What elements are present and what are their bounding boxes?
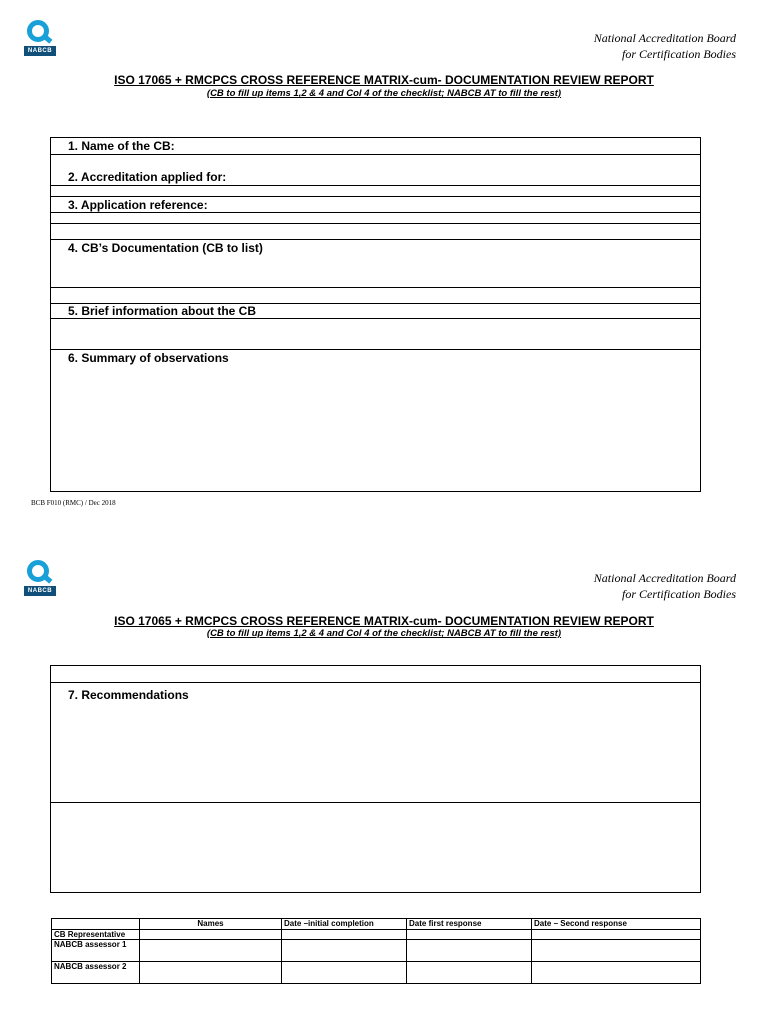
signoff-header-names: Names: [140, 919, 282, 930]
signoff-header-row: [52, 919, 701, 930]
signoff-cell[interactable]: [140, 940, 282, 962]
documentation-label: 4. CB’s Documentation (CB to list): [68, 241, 263, 255]
nabcb-logo: [24, 20, 58, 58]
signoff-header-second: Date – Second response: [532, 919, 701, 930]
form-row-documentation: [51, 239, 700, 288]
org-name-line2: for Certification Bodies: [622, 47, 736, 61]
org-name: [594, 30, 736, 62]
signoff-cell[interactable]: [407, 940, 532, 962]
signoff-cell[interactable]: [282, 940, 407, 962]
org-name-line1: National Accreditation Board: [593, 31, 736, 45]
form-code: BCB F010 (RMC) / Dec 2018: [31, 499, 116, 507]
form-row-blank: [51, 287, 700, 304]
logo-badge-text: NABCB: [24, 46, 56, 56]
signoff-role: NABCB assessor 2: [52, 962, 140, 984]
form-row-blank: [51, 318, 700, 350]
signoff-table: [51, 918, 701, 984]
signoff-cell[interactable]: [532, 930, 701, 940]
review-form-page2: [50, 665, 701, 893]
org-name-line2: for Certification Bodies: [622, 587, 736, 601]
recommendations-label: 7. Recommendations: [68, 688, 189, 702]
form-row-recommendations: [51, 682, 700, 803]
application-ref-label: 3. Application reference:: [68, 198, 208, 212]
form-row-cb-name: [51, 138, 700, 154]
signoff-row: [52, 940, 701, 962]
review-form-page1: [50, 137, 701, 492]
form-row-blank: [51, 666, 700, 682]
form-row-blank: [51, 802, 700, 893]
signoff-role: NABCB assessor 1: [52, 940, 140, 962]
report-subtitle: (CB to fill up items 1,2 & 4 and Col 4 of the checklist; NABCB AT to fill the rest): [206, 628, 562, 639]
brief-info-label: 5. Brief information about the CB: [68, 304, 257, 318]
signoff-header-first: Date first response: [407, 919, 532, 930]
signoff-cell[interactable]: [407, 930, 532, 940]
form-row-blank: [51, 223, 700, 240]
nabcb-logo: [24, 560, 58, 598]
signoff-cell[interactable]: [532, 962, 701, 984]
signoff-cell[interactable]: [140, 930, 282, 940]
logo-badge-text: NABCB: [24, 586, 56, 596]
org-name: [594, 570, 736, 602]
signoff-header-initial: Date –initial completion: [282, 919, 407, 930]
form-row-summary: [51, 349, 700, 492]
signoff-cell[interactable]: [532, 940, 701, 962]
signoff-cell[interactable]: [140, 962, 282, 984]
signoff-cell[interactable]: [407, 962, 532, 984]
signoff-row: [52, 930, 701, 940]
form-row-accreditation: [51, 154, 700, 186]
cb-name-label: 1. Name of the CB:: [68, 139, 175, 153]
signoff-role: CB Representative: [52, 930, 140, 940]
signoff-row: [52, 962, 701, 984]
signoff-cell[interactable]: [282, 962, 407, 984]
summary-label: 6. Summary of observations: [68, 351, 229, 365]
form-row-brief-info: [51, 303, 700, 319]
org-name-line1: National Accreditation Board: [593, 571, 736, 585]
report-title: ISO 17065 + RMCPCS CROSS REFERENCE MATRIX-cum- DOCUMENTATION REVIEW REPORT: [114, 614, 654, 628]
accreditation-label: 2. Accreditation applied for:: [68, 170, 227, 184]
form-row-application-ref: [51, 196, 700, 213]
report-title: ISO 17065 + RMCPCS CROSS REFERENCE MATRIX-cum- DOCUMENTATION REVIEW REPORT: [114, 73, 654, 87]
signoff-cell[interactable]: [282, 930, 407, 940]
report-subtitle: (CB to fill up items 1,2 & 4 and Col 4 of the checklist; NABCB AT to fill the rest): [206, 88, 562, 99]
signoff-header-blank: [52, 919, 140, 930]
